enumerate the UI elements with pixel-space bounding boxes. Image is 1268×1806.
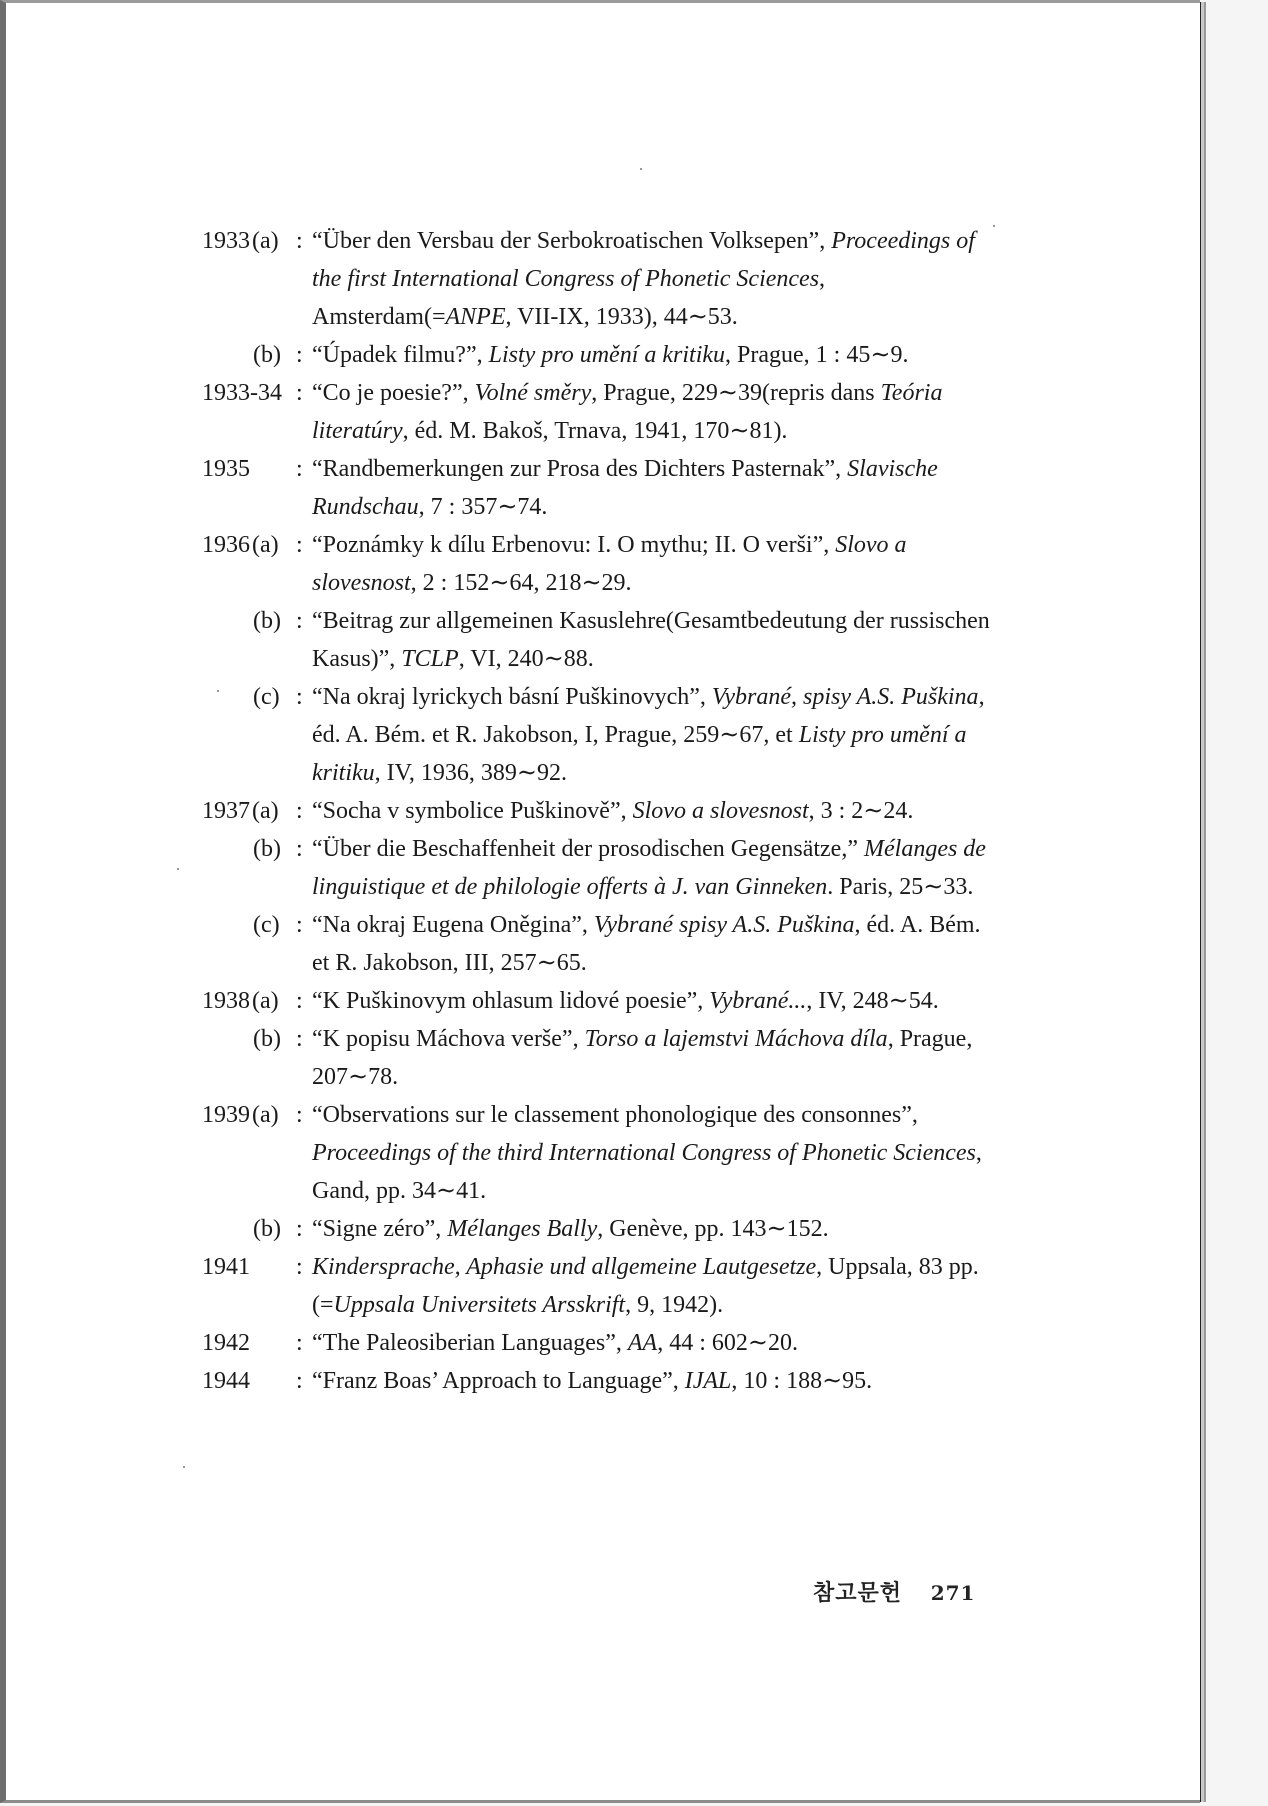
citation-text: , 44 : 602∼20.	[657, 1330, 798, 1356]
entry-sublabel: (a)	[252, 532, 279, 558]
bibliography-entry	[202, 1210, 992, 1248]
citation-text: “K popisu Máchova verše”,	[312, 1026, 585, 1052]
entry-separator: :	[296, 342, 303, 368]
citation-title-italic: Slavische Rundschau	[312, 456, 938, 520]
entry-citation	[312, 456, 938, 520]
entry-citation	[312, 1254, 979, 1318]
bibliography-entry	[202, 1020, 992, 1096]
entry-separator: :	[296, 380, 303, 406]
bibliography-entry	[202, 906, 992, 982]
bibliography-entry	[202, 792, 992, 830]
citation-text: , Prague, 1 : 45∼9.	[725, 342, 909, 368]
entry-year: 1936	[202, 532, 250, 558]
citation-title-italic: IJAL	[684, 1368, 732, 1394]
entry-separator: :	[296, 532, 303, 558]
entry-sublabel: (a)	[252, 228, 279, 254]
citation-title-italic: Slovo a slovesnost	[632, 798, 809, 824]
citation-text: , VI, 240∼88.	[458, 646, 594, 672]
citation-title-italic: Listy pro umění a kritiku	[312, 722, 967, 786]
citation-text: “Socha v symbolice Puškinově”,	[312, 798, 633, 824]
bibliography-entry	[202, 678, 992, 792]
scan-speck	[640, 168, 642, 170]
entry-year: 1944	[202, 1368, 250, 1394]
entry-citation	[312, 684, 985, 786]
bibliography-entry	[202, 602, 992, 678]
entry-sublabel: (b)	[253, 608, 281, 634]
entry-citation	[312, 912, 981, 976]
citation-title-italic: Mélanges Bally	[447, 1216, 598, 1242]
entry-label	[202, 336, 312, 374]
citation-text: , éd. M. Bakoš, Trnava, 1941, 170∼81).	[402, 418, 788, 444]
entry-separator: :	[296, 1368, 303, 1394]
entry-label	[202, 830, 312, 868]
entry-separator: :	[296, 836, 303, 862]
citation-title-italic: Proceedings of the third International Congress of Phonetic Sciences	[312, 1140, 976, 1166]
citation-title-italic: AA	[627, 1330, 658, 1356]
citation-text: “Beitrag zur allgemeinen Kasuslehre(Gesamtbedeutung der russischen Kasus)”,	[312, 608, 990, 672]
entry-citation	[312, 532, 907, 596]
entry-citation	[312, 798, 913, 824]
entry-year: 1933-34	[202, 380, 282, 406]
entry-sublabel: (a)	[252, 798, 279, 824]
entry-citation	[312, 1026, 972, 1090]
citation-text: , éd. A. Bém. et R. Jakobson, III, 257∼65.	[312, 912, 981, 976]
citation-text: , 10 : 188∼95.	[731, 1368, 873, 1394]
citation-title-italic: Slovo a slovesnost	[312, 532, 907, 596]
entry-separator: :	[296, 988, 303, 1014]
bibliography-entry	[202, 1324, 992, 1362]
entry-sublabel: (a)	[252, 1102, 279, 1128]
citation-text: , Genève, pp. 143∼152.	[597, 1216, 829, 1242]
entry-year: 1933	[202, 228, 250, 254]
entry-sublabel: (b)	[253, 1026, 281, 1052]
citation-title-italic: Torso a lajemstvi Máchova díla	[584, 1026, 888, 1052]
scan-speck	[177, 868, 179, 870]
citation-title-italic: Vybrané spisy A.S. Puškina	[593, 912, 855, 938]
entry-separator: :	[296, 798, 303, 824]
page-edge-shadow	[1200, 2, 1206, 1802]
bibliography-entry	[202, 450, 992, 526]
entry-citation	[312, 342, 908, 368]
entry-separator: :	[296, 456, 303, 482]
entry-label	[202, 450, 312, 488]
entry-citation	[312, 1330, 798, 1356]
citation-text: “Über die Beschaffenheit der prosodischen Gegensätze,”	[312, 836, 864, 862]
entry-label	[202, 1248, 312, 1286]
bibliography-entry	[202, 336, 992, 374]
citation-text: , 3 : 2∼24.	[808, 798, 914, 824]
entry-citation	[312, 1368, 872, 1394]
citation-title-italic: Uppsala Universitets Arsskrift	[333, 1292, 626, 1318]
citation-text: “Na okraj lyrickych básní Puškinovych”,	[312, 684, 712, 710]
citation-title-italic: Vybrané...	[709, 988, 807, 1014]
citation-text: “Über den Versbau der Serbokroatischen Volksepen”,	[312, 228, 832, 254]
entry-label	[202, 678, 312, 716]
citation-text: “Úpadek filmu?”,	[312, 342, 489, 368]
citation-text: , éd. A. Bém. et R. Jakobson, I, Prague, 259∼67, et	[312, 684, 985, 748]
bibliography-entry	[202, 1096, 992, 1210]
citation-title-italic: Kindersprache, Aphasie und allgemeine Lautgesetze	[312, 1254, 817, 1280]
entry-citation	[312, 988, 939, 1014]
entry-sublabel: (c)	[253, 912, 280, 938]
bibliography-entry	[202, 830, 992, 906]
entry-sublabel: (b)	[253, 836, 281, 862]
scan-speck	[993, 225, 995, 227]
entry-citation	[312, 1216, 829, 1242]
citation-title-italic: Listy pro umění a kritiku	[488, 342, 726, 368]
citation-text: , Uppsala, 83 pp. (=	[312, 1254, 979, 1318]
entry-label	[202, 602, 312, 640]
citation-text: , IV, 248∼54.	[806, 988, 939, 1014]
entry-label	[202, 222, 312, 260]
citation-text: “Signe zéro”,	[312, 1216, 448, 1242]
entry-label	[202, 906, 312, 944]
entry-year: 1939	[202, 1102, 250, 1128]
scan-speck	[183, 1466, 185, 1468]
entry-citation	[312, 380, 942, 444]
citation-text: “Na okraj Eugena Oněgina”,	[312, 912, 594, 938]
citation-text: , 2 : 152∼64, 218∼29.	[410, 570, 632, 596]
entry-label	[202, 1020, 312, 1058]
entry-label	[202, 374, 312, 412]
entry-citation	[312, 836, 986, 900]
entry-label	[202, 1324, 312, 1362]
entry-separator: :	[296, 684, 303, 710]
bibliography-entry	[202, 374, 992, 450]
entry-year: 1942	[202, 1330, 250, 1356]
entry-year: 1935	[202, 456, 250, 482]
bibliography-entry	[202, 222, 992, 336]
entry-separator: :	[296, 228, 303, 254]
entry-label	[202, 526, 312, 564]
citation-text: . Paris, 25∼33.	[827, 874, 974, 900]
entry-label	[202, 1096, 312, 1134]
page-number: 271	[930, 1581, 976, 1605]
citation-text: “The Paleosiberian Languages”,	[312, 1330, 628, 1356]
bibliography-entry	[202, 526, 992, 602]
entry-label	[202, 1362, 312, 1400]
running-footer: 참고문헌	[813, 1581, 903, 1606]
citation-text: , 7 : 357∼74.	[418, 494, 548, 520]
entry-year: 1941	[202, 1254, 250, 1280]
citation-title-italic: TCLP	[401, 646, 459, 672]
entry-separator: :	[296, 1216, 303, 1242]
citation-text: , IV, 1936, 389∼92.	[374, 760, 567, 786]
bibliography-entry	[202, 1248, 992, 1324]
entry-label	[202, 982, 312, 1020]
citation-title-italic: Volné směry	[474, 380, 592, 406]
citation-text: , Gand, pp. 34∼41.	[312, 1140, 982, 1204]
entry-sublabel: (b)	[253, 1216, 281, 1242]
bibliography-entry	[202, 982, 992, 1020]
citation-text: , Amsterdam(=	[312, 266, 826, 330]
citation-text: “Poznámky k dílu Erbenovu: I. O mythu; II. O verši”,	[312, 532, 836, 558]
entry-year: 1937	[202, 798, 250, 824]
entry-separator: :	[296, 1254, 303, 1280]
citation-title-italic: Mélanges de linguistique et de philologie offerts à J. van Ginneken	[312, 836, 986, 900]
entry-citation	[312, 1102, 982, 1204]
citation-text: “Observations sur le classement phonologique des consonnes”,	[312, 1102, 918, 1128]
entry-separator: :	[296, 1026, 303, 1052]
bibliography-entry	[202, 1362, 992, 1400]
citation-text: “K Puškinovym ohlasum lidové poesie”,	[312, 988, 710, 1014]
citation-title-italic: Proceedings of the first International Congress of Phonetic Sciences	[312, 228, 975, 292]
citation-text: “Randbemerkungen zur Prosa des Dichters Pasternak”,	[312, 456, 848, 482]
bibliography-list	[202, 222, 992, 1400]
entry-sublabel: (c)	[253, 684, 280, 710]
page-footer	[813, 1576, 975, 1607]
entry-citation	[312, 228, 975, 330]
entry-sublabel: (b)	[253, 342, 281, 368]
entry-citation	[312, 608, 990, 672]
citation-title-italic: Vybrané, spisy A.S. Puškina	[711, 684, 979, 710]
entry-separator: :	[296, 912, 303, 938]
entry-label	[202, 792, 312, 830]
citation-title-italic: Teória literatúry	[312, 380, 943, 444]
entry-separator: :	[296, 1102, 303, 1128]
citation-text: , VII-IX, 1933), 44∼53.	[505, 304, 738, 330]
entry-separator: :	[296, 1330, 303, 1356]
entry-separator: :	[296, 608, 303, 634]
citation-title-italic: ANPE	[445, 304, 506, 330]
entry-sublabel: (a)	[252, 988, 279, 1014]
entry-year: 1938	[202, 988, 250, 1014]
citation-text: , Prague, 207∼78.	[312, 1026, 973, 1090]
citation-text: , Prague, 229∼39(repris dans	[591, 380, 881, 406]
citation-text: “Co je poesie?”,	[312, 380, 475, 406]
entry-label	[202, 1210, 312, 1248]
citation-text: , 9, 1942).	[625, 1292, 724, 1318]
citation-text: “Franz Boas’ Approach to Language”,	[312, 1368, 685, 1394]
